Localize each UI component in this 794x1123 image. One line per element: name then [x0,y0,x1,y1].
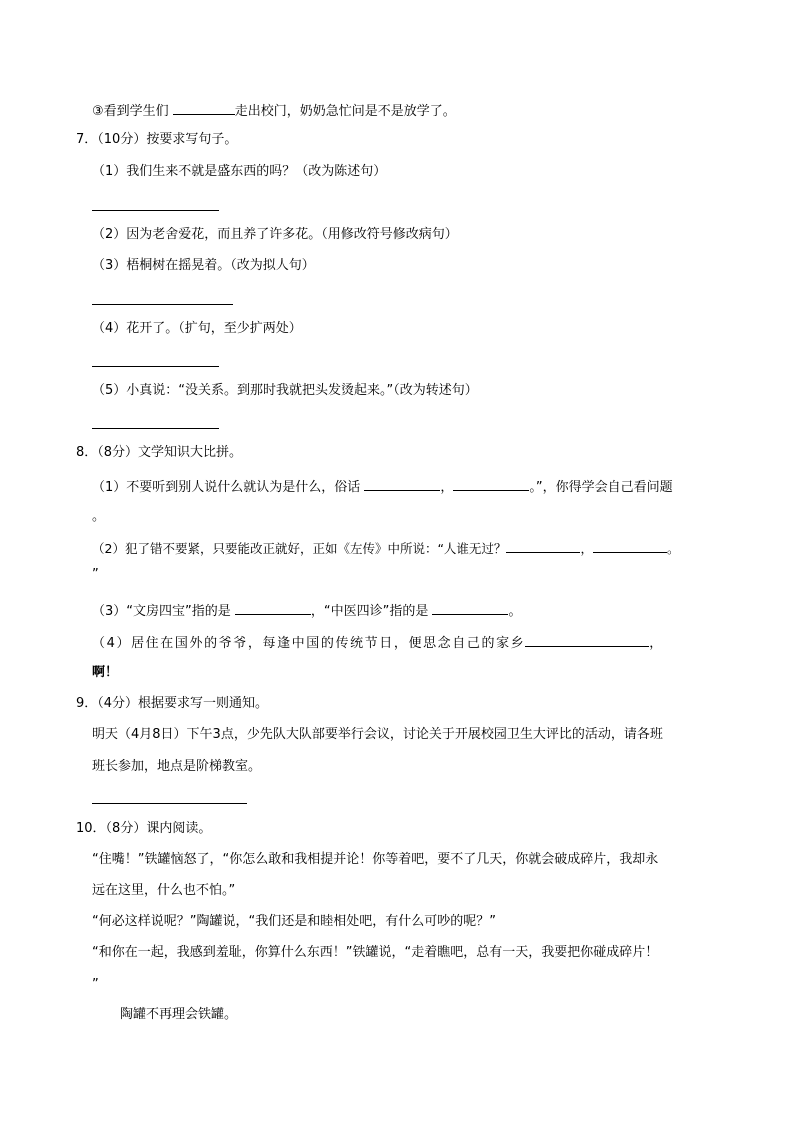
q6-item-3-text-tail: 走出校门，奶奶急忙问是不是放学了。 [234,104,456,119]
q8-item-3 [92,600,522,621]
q8-item-4-wrap: 啊！ [92,665,119,680]
answer-blank[interactable] [453,476,529,491]
q8-item-4-text: （4）居住在国外的爷爷，每逢中国的传统节日，便思念自己的家乡 [92,636,526,651]
answer-line[interactable] [92,210,219,211]
q10-para-2: “何必这样说呢？”陶罐说，“我们还是和睦相处吧，有什么可吵的呢？” [92,914,496,929]
question-10-title: 10．（8分）课内阅读。 [76,821,212,836]
comma: ， [580,541,593,556]
answer-blank[interactable] [364,476,440,491]
q8-item-1 [92,476,673,497]
q8-item-4 [92,632,664,653]
q10-para-1-line-1: “住嘴！”铁罐恼怒了，“你怎么敢和我相提并论！你等着吧，要不了几天，你就会破成碎片，我却永 [92,852,659,867]
answer-blank[interactable] [235,600,311,615]
q9-text-line-1: 明天（4月8日）下午3点，少先队大队部要举行会议，讨论关于开展校园卫生大评比的活动，请各班 [92,727,663,742]
q8-item-3-text: （3）“文房四宝”指的是 [92,604,235,619]
comma: ， [649,636,664,651]
answer-line[interactable] [92,304,233,305]
answer-line[interactable] [92,366,219,367]
question-7-title: 7．（10分）按要求写句子。 [76,132,238,147]
answer-blank[interactable] [173,100,235,115]
period: 。 [666,541,680,556]
q8-item-1-wrap: 。 [92,509,106,524]
q10-para-1-line-2: 远在这里，什么也不怕。” [92,883,236,898]
q8-item-2 [92,538,679,558]
answer-blank[interactable] [525,632,649,647]
q8-item-2-text: （2）犯了错不要紧，只要能改正就好，正如《左传》中所说：“人谁无过？ [92,541,507,556]
q7-item-2: （2）因为老舍爱花，而且养了许多花。（用修改符号修改病句） [92,227,458,242]
q8-item-1-tail: 。”，你得学会自己看问题 [529,480,673,495]
question-8-title: 8．（8分）文学知识大比拼。 [76,445,243,460]
q7-item-3: （3）梧桐树在摇晃着。（改为拟人句） [92,258,315,273]
q7-item-1: （1）我们生来不就是盛东西的吗？（改为陈述句） [92,164,387,179]
q6-item-3-text: ③看到学生们 [92,104,173,119]
answer-blank[interactable] [432,600,508,615]
q10-para-3-line-1: “和你在一起，我感到羞耻，你算什么东西！”铁罐说，“走着瞧吧，总有一天，我要把你碰成碎片！ [92,945,659,960]
q7-item-4: （4）花开了。（扩句，至少扩两处） [92,321,302,336]
q6-item-3 [92,100,456,121]
answer-blank[interactable] [593,538,667,553]
answer-line[interactable] [92,803,247,804]
answer-blank[interactable] [506,538,580,553]
period: 。 [508,604,522,619]
q8-item-1-text: （1）不要听到别人说什么就认为是什么，俗话 [92,480,365,495]
q10-para-3-line-2: ” [92,977,99,992]
q10-para-4: 陶罐不再理会铁罐。 [120,1007,238,1022]
comma: ， [440,480,454,495]
question-9-title: 9．（4分）根据要求写一则通知。 [76,696,269,711]
q8-item-3-mid: ，“中医四诊”指的是 [310,604,433,619]
q7-item-5: （5）小真说：“没关系。到那时我就把头发烫起来。”（改为转述句） [92,383,478,398]
q8-item-2-wrap: ” [92,567,99,582]
answer-line[interactable] [92,428,219,429]
q9-text-line-2: 班长参加，地点是阶梯教室。 [92,759,262,774]
